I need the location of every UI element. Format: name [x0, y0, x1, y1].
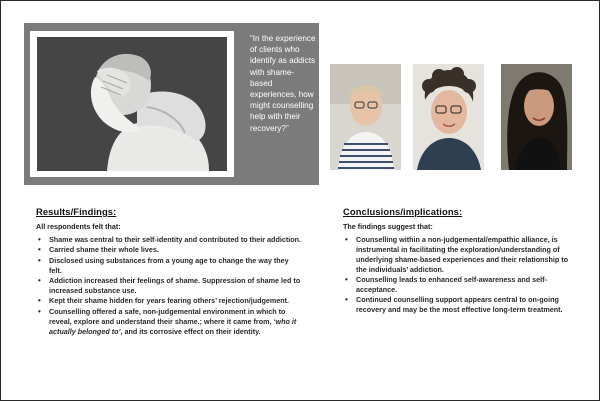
conclusions-section — [343, 206, 573, 316]
quote-emphasis: ‘who it actually belonged to’ — [49, 316, 297, 336]
list-item: • Counselling leads to enhanced self-awareness and self-acceptance. — [343, 275, 573, 295]
results-section — [36, 206, 301, 337]
results-list — [36, 235, 301, 337]
list-item: • Carried shame their whole lives. — [36, 245, 301, 255]
statue-photo-frame — [30, 31, 234, 177]
portrait-photo-2 — [413, 64, 484, 170]
list-item: • Continued counselling support appears central to on-going recovery and may be the most effective long-term treatment. — [343, 295, 573, 315]
portrait-photo-3 — [501, 64, 572, 170]
conclusions-heading: Conclusions/implications: — [343, 206, 463, 217]
results-heading: Results/Findings: — [36, 206, 117, 217]
hero-panel — [24, 23, 319, 185]
statue-photo — [37, 37, 227, 171]
list-item: • Kept their shame hidden for years fearing others’ rejection/judgement. — [36, 296, 301, 306]
conclusions-lead: The findings suggest that: — [343, 222, 433, 231]
list-item: • Counselling offered a safe, non-judgemental environment in which to reveal, explore and understand their shame.; where it came from, ‘who it actually belonged to’, and its corrosive effect on their identity. — [36, 307, 301, 337]
portrait-photo-1 — [330, 64, 401, 170]
research-question: “In the experience of clients who identify as addicts with shame-based experiences, how might counselling help with their recovery?” — [250, 34, 316, 133]
list-item: • Shame was central to their self-identity and contributed to their addiction. — [36, 235, 301, 245]
list-item: • Counselling within a non-judgemental/empathic alliance, is instrumental in facilitating the exploration/understanding of underlying shame-based experiences and their relationship to the individuals’ addiction. — [343, 235, 573, 275]
statue-image — [37, 37, 227, 171]
list-item: • Disclosed using substances from a young age to change the way they felt. — [36, 256, 301, 276]
list-item: • Addiction increased their feelings of shame. Suppression of shame led to increased substance use. — [36, 276, 301, 296]
results-lead: All respondents felt that: — [36, 222, 121, 231]
conclusions-list — [343, 235, 573, 315]
